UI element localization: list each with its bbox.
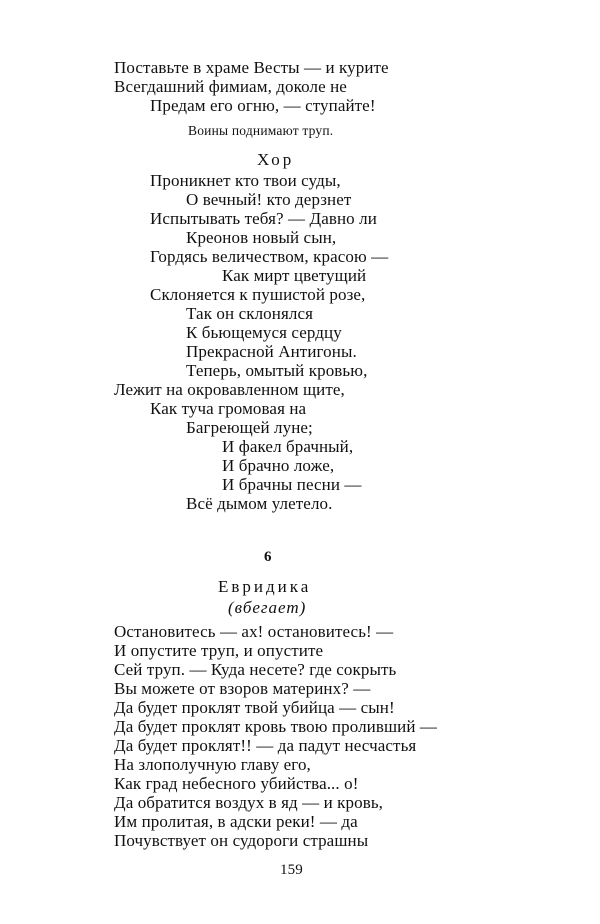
scene-line: Да будет проклят кровь твою проливший — [114, 717, 438, 736]
chorus-line: Как туча громовая на [150, 399, 307, 418]
scene-stage-direction: (вбегает) [228, 598, 307, 617]
chorus-line: И брачно ложе, [222, 456, 335, 475]
chorus-line: Теперь, омытый кровью, [186, 361, 368, 380]
verse-line: Поставьте в храме Весты — и курите [114, 58, 389, 77]
chorus-line: Всё дымом улетело. [186, 494, 333, 513]
chorus-line: Так он склонялся [186, 304, 314, 323]
scene-line: Сей труп. — Куда несете? где сокрыть [114, 660, 397, 679]
chorus-line: Проникнет кто твои суды, [150, 171, 341, 190]
chorus-line: О вечный! кто дерзнет [186, 190, 352, 209]
scene-line: Им пролитая, в адски реки! — да [114, 812, 358, 831]
chorus-line: Склоняется к пушистой розе, [150, 285, 366, 304]
chorus-line: К бьющемуся сердцу [186, 323, 342, 342]
chorus-line: И факел брачный, [222, 437, 354, 456]
chorus-line: Прекрасной Антигоны. [186, 342, 357, 361]
chorus-line: Гордясь величеством, красою — [150, 247, 389, 266]
scene-number: 6 [264, 549, 272, 565]
scene-line: Вы можете от взоров материнх? — [114, 679, 371, 698]
chorus-line: Как мирт цветущий [222, 266, 367, 285]
chorus-line: И брачны песни — [222, 475, 362, 494]
chorus-speaker: Хор [257, 150, 295, 169]
chorus-line: Креонов новый сын, [186, 228, 337, 247]
scene-line: Да будет проклят!! — да падут несчастья [114, 736, 417, 755]
scene-line: Как град небесного убийства... о! [114, 774, 359, 793]
stage-direction: Воины поднимают труп. [188, 123, 334, 138]
chorus-line: Лежит на окровавленном щите, [114, 380, 345, 399]
scene-line: Да обратится воздух в яд — и кровь, [114, 793, 384, 812]
page-number: 159 [280, 862, 303, 878]
scene-line: Остановитесь — ах! остановитесь! — [114, 622, 394, 641]
scene-line: И опустите труп, и опустите [114, 641, 324, 660]
chorus-line: Испытывать тебя? — Давно ли [150, 209, 377, 228]
scene-line: Почувствует он судороги страшны [114, 831, 369, 850]
scene-line: Да будет проклят твой убийца — сын! [114, 698, 395, 717]
evridika-speaker: Евридика [218, 577, 312, 596]
chorus-line: Багреющей луне; [186, 418, 313, 437]
verse-line: Предам его огню, — ступайте! [150, 96, 376, 115]
verse-line: Всегдашний фимиам, доколе не [114, 77, 347, 96]
scene-line: На злополучную главу его, [114, 755, 311, 774]
